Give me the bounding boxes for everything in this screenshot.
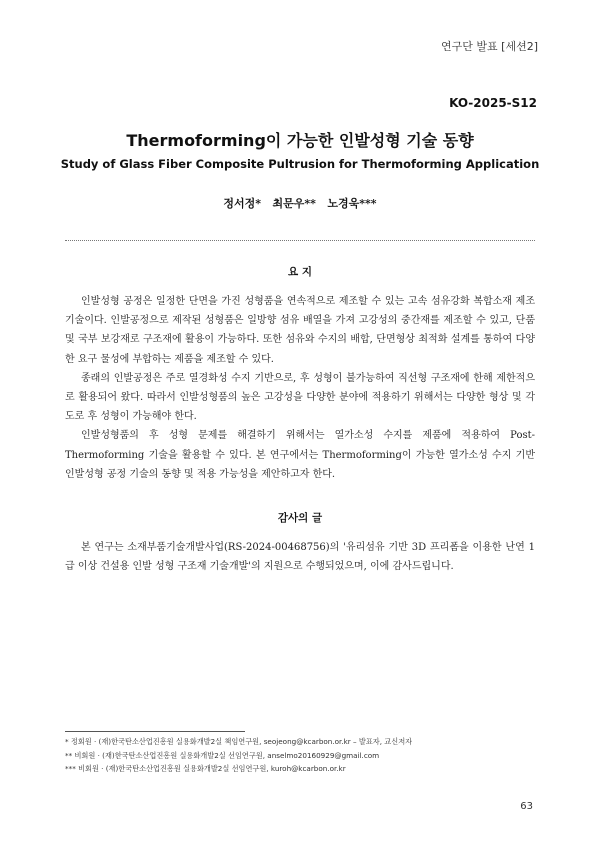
footnotes: [65, 735, 545, 776]
paper-code: KO-2025-S12: [449, 96, 537, 110]
abstract-paragraph: 인발성형 공정은 일정한 단면을 가진 성형품을 연속적으로 제조할 수 있는 고속 섬유강화 복합소재 제조 기술이다. 인발공정으로 제작된 성형품은 일방향 섬유 배열을 가져 고강성의 중간재를 제조할 수 있고, 단품 및 국부 보강재로 구조재에 활용이 가능하다. 또한 섬유와 수지의 배합, 단면형상 최적화 설계를 통하여 다양한 요구 물성에 부합하는 제품을 제조할 수 있다.: [65, 296, 535, 365]
paper-title-korean: Thermoforming이 가능한 인발성형 기술 동향: [126, 131, 474, 150]
acknowledgement-text: 본 연구는 소재부품기술개발사업(RS-2024-00468756)의 '유리섬유 기반 3D 프리폼을 이용한 난연 1급 이상 건설용 인발 성형 구조재 기술개발'의 지원으로 수행되었으며, 이에 감사드립니다.: [65, 542, 535, 573]
acknowledgement-heading: 감사의 글: [277, 512, 323, 524]
section-divider: [65, 240, 535, 241]
acknowledgement-body: [65, 538, 535, 576]
paper-title-english: Study of Glass Fiber Composite Pultrusion for Thermoforming Application: [60, 157, 540, 171]
footnote-author-2: ** 비회원 · (재)한국탄소산업진흥원 실용화개발2실 선임연구원, anselmo20160929@gmail.com: [65, 750, 380, 760]
abstract-paragraph: 인발성형품의 후 성형 문제를 해결하기 위해서는 열가소성 수지를 제품에 적용하여 Post-Thermoforming 기술을 활용할 수 있다. 본 연구에서는 Thermoforming이 가능한 열가소성 수지 기반 인발성형 공정 기술의 동향 및 적용 가능성을 제안하고자 한다.: [65, 430, 535, 480]
footnote-author-1: * 정회원 · (재)한국탄소산업진흥원 실용화개발2실 책임연구원, seojeong@kcarbon.or.kr – 발표자, 교신저자: [65, 737, 413, 746]
author-list: 정서정* 최문우** 노경욱***: [223, 197, 377, 210]
abstract-paragraph: 종래의 인발공정은 주로 열경화성 수지 기반으로, 후 성형이 불가능하여 직선형 구조재에 한해 제한적으로 활용되어 왔다. 따라서 인발성형품의 높은 고강성을 다양한 분야에 적용하기 위해서는 다양한 형상 및 각도로 후 성형이 가능해야 한다.: [65, 372, 535, 423]
abstract-heading: 요 지: [288, 266, 312, 278]
page-number: 63: [520, 801, 533, 812]
session-header: 연구단 발표 [세션2]: [441, 40, 538, 53]
footnote-rule: [65, 731, 245, 732]
footnote-author-3: *** 비회원 · (재)한국탄소산업진흥원 실용화개발2실 선임연구원, kuroh@kcarbon.or.kr: [65, 764, 346, 773]
abstract-body: [65, 292, 535, 484]
